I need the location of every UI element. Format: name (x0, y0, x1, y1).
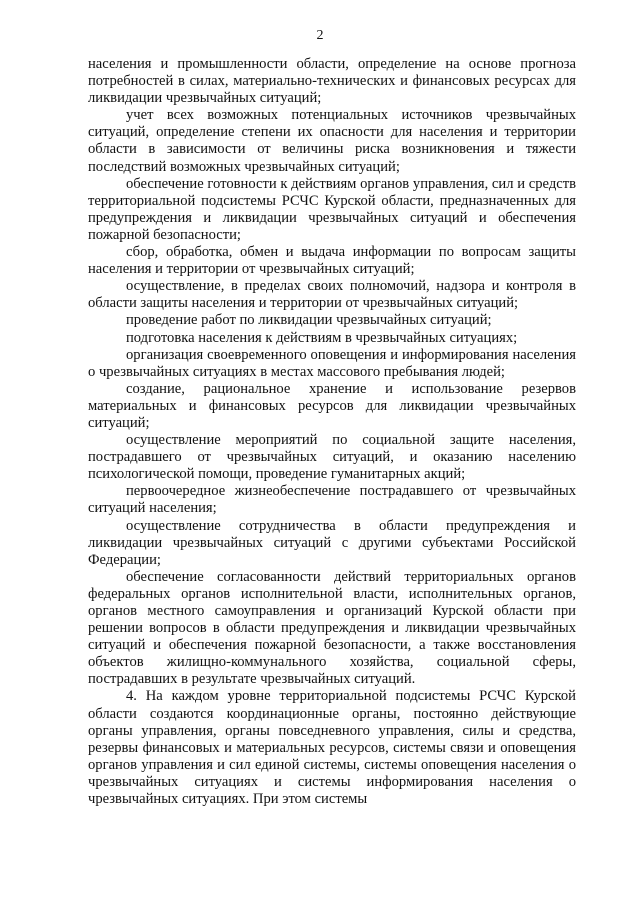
paragraph-list-item: обеспечение готовности к действиям органов управления, сил и средств территориальной подсистемы РСЧС Курской области, предназначенных для предупреждения и ликвидации чрезвычайных ситуаций и обеспечения пожарной безопасности; (88, 175, 576, 243)
paragraph-continuation: населения и промышленности области, определение на основе прогноза потребностей в силах, материально-технических и финансовых ресурсах для ликвидации чрезвычайных ситуаций; (88, 56, 576, 107)
paragraph-list-item: осуществление мероприятий по социальной защите населения, пострадавшего от чрезвычайных ситуаций, и оказанию населению психологической помощи, проведение гуманитарных акций; (88, 432, 576, 483)
paragraph-list-item: учет всех возможных потенциальных источников чрезвычайных ситуаций, определение степени их опасности для населения и территории области в зависимости от величины риска возникновения и тяжести последствий возможных чрезвычайных ситуаций; (88, 107, 576, 175)
paragraph-list-item: организация своевременного оповещения и информирования населения о чрезвычайных ситуациях в местах массового пребывания людей; (88, 346, 576, 380)
body-text (88, 56, 576, 808)
paragraph-list-item: проведение работ по ликвидации чрезвычайных ситуаций; (126, 312, 492, 329)
paragraph-list-item: обеспечение согласованности действий территориальных органов федеральных органов исполнительной власти, исполнительных органов, органов местного самоуправления и организаций Курской области при решении вопросов в области предупреждения и ликвидации чрезвычайных ситуаций и обеспечения пожарной безопасности, а также восстановления объектов жилищно-коммунального хозяйства, социальной сферы, пострадавших в результате чрезвычайных ситуаций. (88, 568, 576, 688)
paragraph-list-item: создание, рациональное хранение и использование резервов материальных и финансовых ресурсов для ликвидации чрезвычайных ситуаций; (88, 380, 576, 431)
page-number: 2 (316, 28, 324, 43)
paragraph-list-item: сбор, обработка, обмен и выдача информации по вопросам защиты населения и территории от чрезвычайных ситуаций; (88, 244, 576, 278)
paragraph-list-item: осуществление сотрудничества в области предупреждения и ликвидации чрезвычайных ситуаций с другими субъектами Российской Федерации; (88, 517, 576, 568)
paragraph-list-item: первоочередное жизнеобеспечение пострадавшего от чрезвычайных ситуаций населения; (88, 483, 576, 517)
paragraph-list-item: подготовка населения к действиям в чрезвычайных ситуациях; (126, 329, 518, 346)
paragraph-section-4: 4. На каждом уровне территориальной подсистемы РСЧС Курской области создаются координационные органы, постоянно действующие органы управления, органы повседневного управления, силы и средства, резервы финансовых и материальных ресурсов, системы связи и оповещения органов управления и сил единой системы, системы оповещения населения о чрезвычайных ситуациях и системы информирования населения о чрезвычайных ситуациях. При этом системы (88, 688, 576, 808)
paragraph-list-item: осуществление, в пределах своих полномочий, надзора и контроля в области защиты населения и территории от чрезвычайных ситуаций; (88, 278, 576, 312)
